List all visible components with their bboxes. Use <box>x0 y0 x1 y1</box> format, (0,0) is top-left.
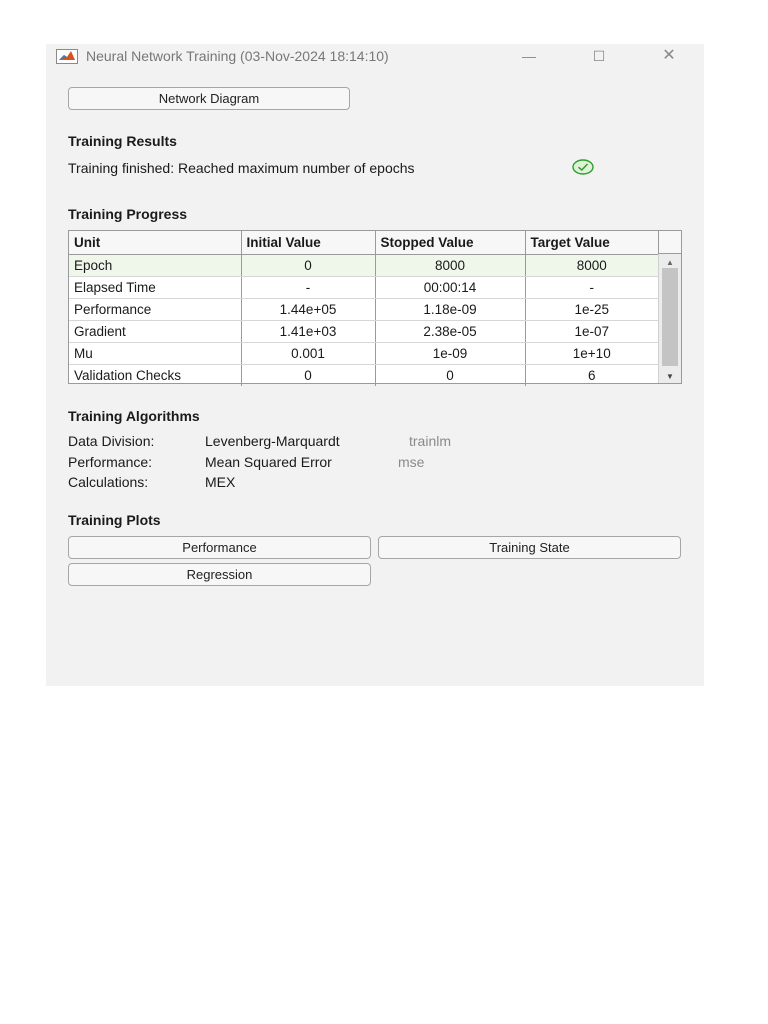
scroll-thumb[interactable] <box>662 268 678 366</box>
minimize-icon[interactable]: — <box>522 48 536 64</box>
cell-initial: 0 <box>241 365 375 387</box>
training-results-message: Training finished: Reached maximum number of epochs <box>68 160 415 176</box>
algo-value-calculations: MEX <box>205 474 236 490</box>
algo-label-data-division: Data Division: <box>68 433 155 449</box>
algo-label-calculations: Calculations: <box>68 474 149 490</box>
scroll-down-arrow-icon[interactable]: ▼ <box>666 372 674 381</box>
table-row[interactable] <box>69 321 658 343</box>
cell-initial: 1.44e+05 <box>241 299 375 321</box>
column-header-initial[interactable]: Initial Value <box>241 231 375 255</box>
training-algorithms-heading: Training Algorithms <box>68 408 200 424</box>
cell-unit: Epoch <box>69 255 241 277</box>
table-row[interactable] <box>69 255 658 277</box>
cell-target: - <box>525 277 658 299</box>
cell-initial: 1.41e+03 <box>241 321 375 343</box>
training-state-plot-button[interactable]: Training State <box>378 536 681 559</box>
training-progress-heading: Training Progress <box>68 206 188 222</box>
cell-target: 1e-07 <box>525 321 658 343</box>
algo-value-performance: Mean Squared Error <box>205 454 332 470</box>
table-row[interactable] <box>69 277 658 299</box>
table-row[interactable] <box>69 365 658 387</box>
cell-stopped: 1.18e-09 <box>375 299 525 321</box>
column-header-stopped[interactable]: Stopped Value <box>375 231 525 255</box>
column-header-unit[interactable]: Unit <box>69 231 241 255</box>
window-title: Neural Network Training (03-Nov-2024 18:14:10) <box>86 48 389 64</box>
algo-code-performance: mse <box>398 454 425 470</box>
algo-label-performance: Performance: <box>68 454 153 470</box>
cell-unit: Gradient <box>69 321 241 343</box>
cell-stopped: 00:00:14 <box>375 277 525 299</box>
table-row[interactable] <box>69 299 658 321</box>
table-header-row <box>69 231 658 255</box>
algo-value-data-division: Levenberg-Marquardt <box>205 433 340 449</box>
maximize-icon[interactable]: ☐ <box>592 48 606 64</box>
training-progress-table <box>68 230 682 384</box>
nn-training-window <box>46 44 704 686</box>
title-bar <box>46 44 704 68</box>
cell-stopped: 0 <box>375 365 525 387</box>
table-row[interactable] <box>69 343 658 365</box>
cell-initial: - <box>241 277 375 299</box>
cell-stopped: 1e-09 <box>375 343 525 365</box>
cell-target: 1e+10 <box>525 343 658 365</box>
regression-plot-button[interactable]: Regression <box>68 563 371 586</box>
header-filler <box>658 231 681 254</box>
column-header-target[interactable]: Target Value <box>525 231 658 255</box>
matlab-icon <box>56 49 78 64</box>
cell-stopped: 2.38e-05 <box>375 321 525 343</box>
table-scrollbar[interactable] <box>658 254 681 383</box>
cell-target: 6 <box>525 365 658 387</box>
cell-unit: Mu <box>69 343 241 365</box>
training-results-heading: Training Results <box>68 133 177 149</box>
scroll-up-arrow-icon[interactable]: ▲ <box>666 258 674 267</box>
cell-stopped: 8000 <box>375 255 525 277</box>
cell-target: 1e-25 <box>525 299 658 321</box>
cell-initial: 0 <box>241 255 375 277</box>
cell-initial: 0.001 <box>241 343 375 365</box>
cell-unit: Validation Checks <box>74 368 182 383</box>
close-icon[interactable]: ✕ <box>662 47 676 64</box>
check-circle-icon <box>572 159 594 175</box>
performance-plot-button[interactable]: Performance <box>68 536 371 559</box>
cell-unit: Performance <box>69 299 241 321</box>
training-plots-heading: Training Plots <box>68 512 161 528</box>
cell-unit: Elapsed Time <box>69 277 241 299</box>
network-diagram-button[interactable]: Network Diagram <box>68 87 350 110</box>
cell-target: 8000 <box>525 255 658 277</box>
algo-code-data-division: trainlm <box>409 433 452 449</box>
